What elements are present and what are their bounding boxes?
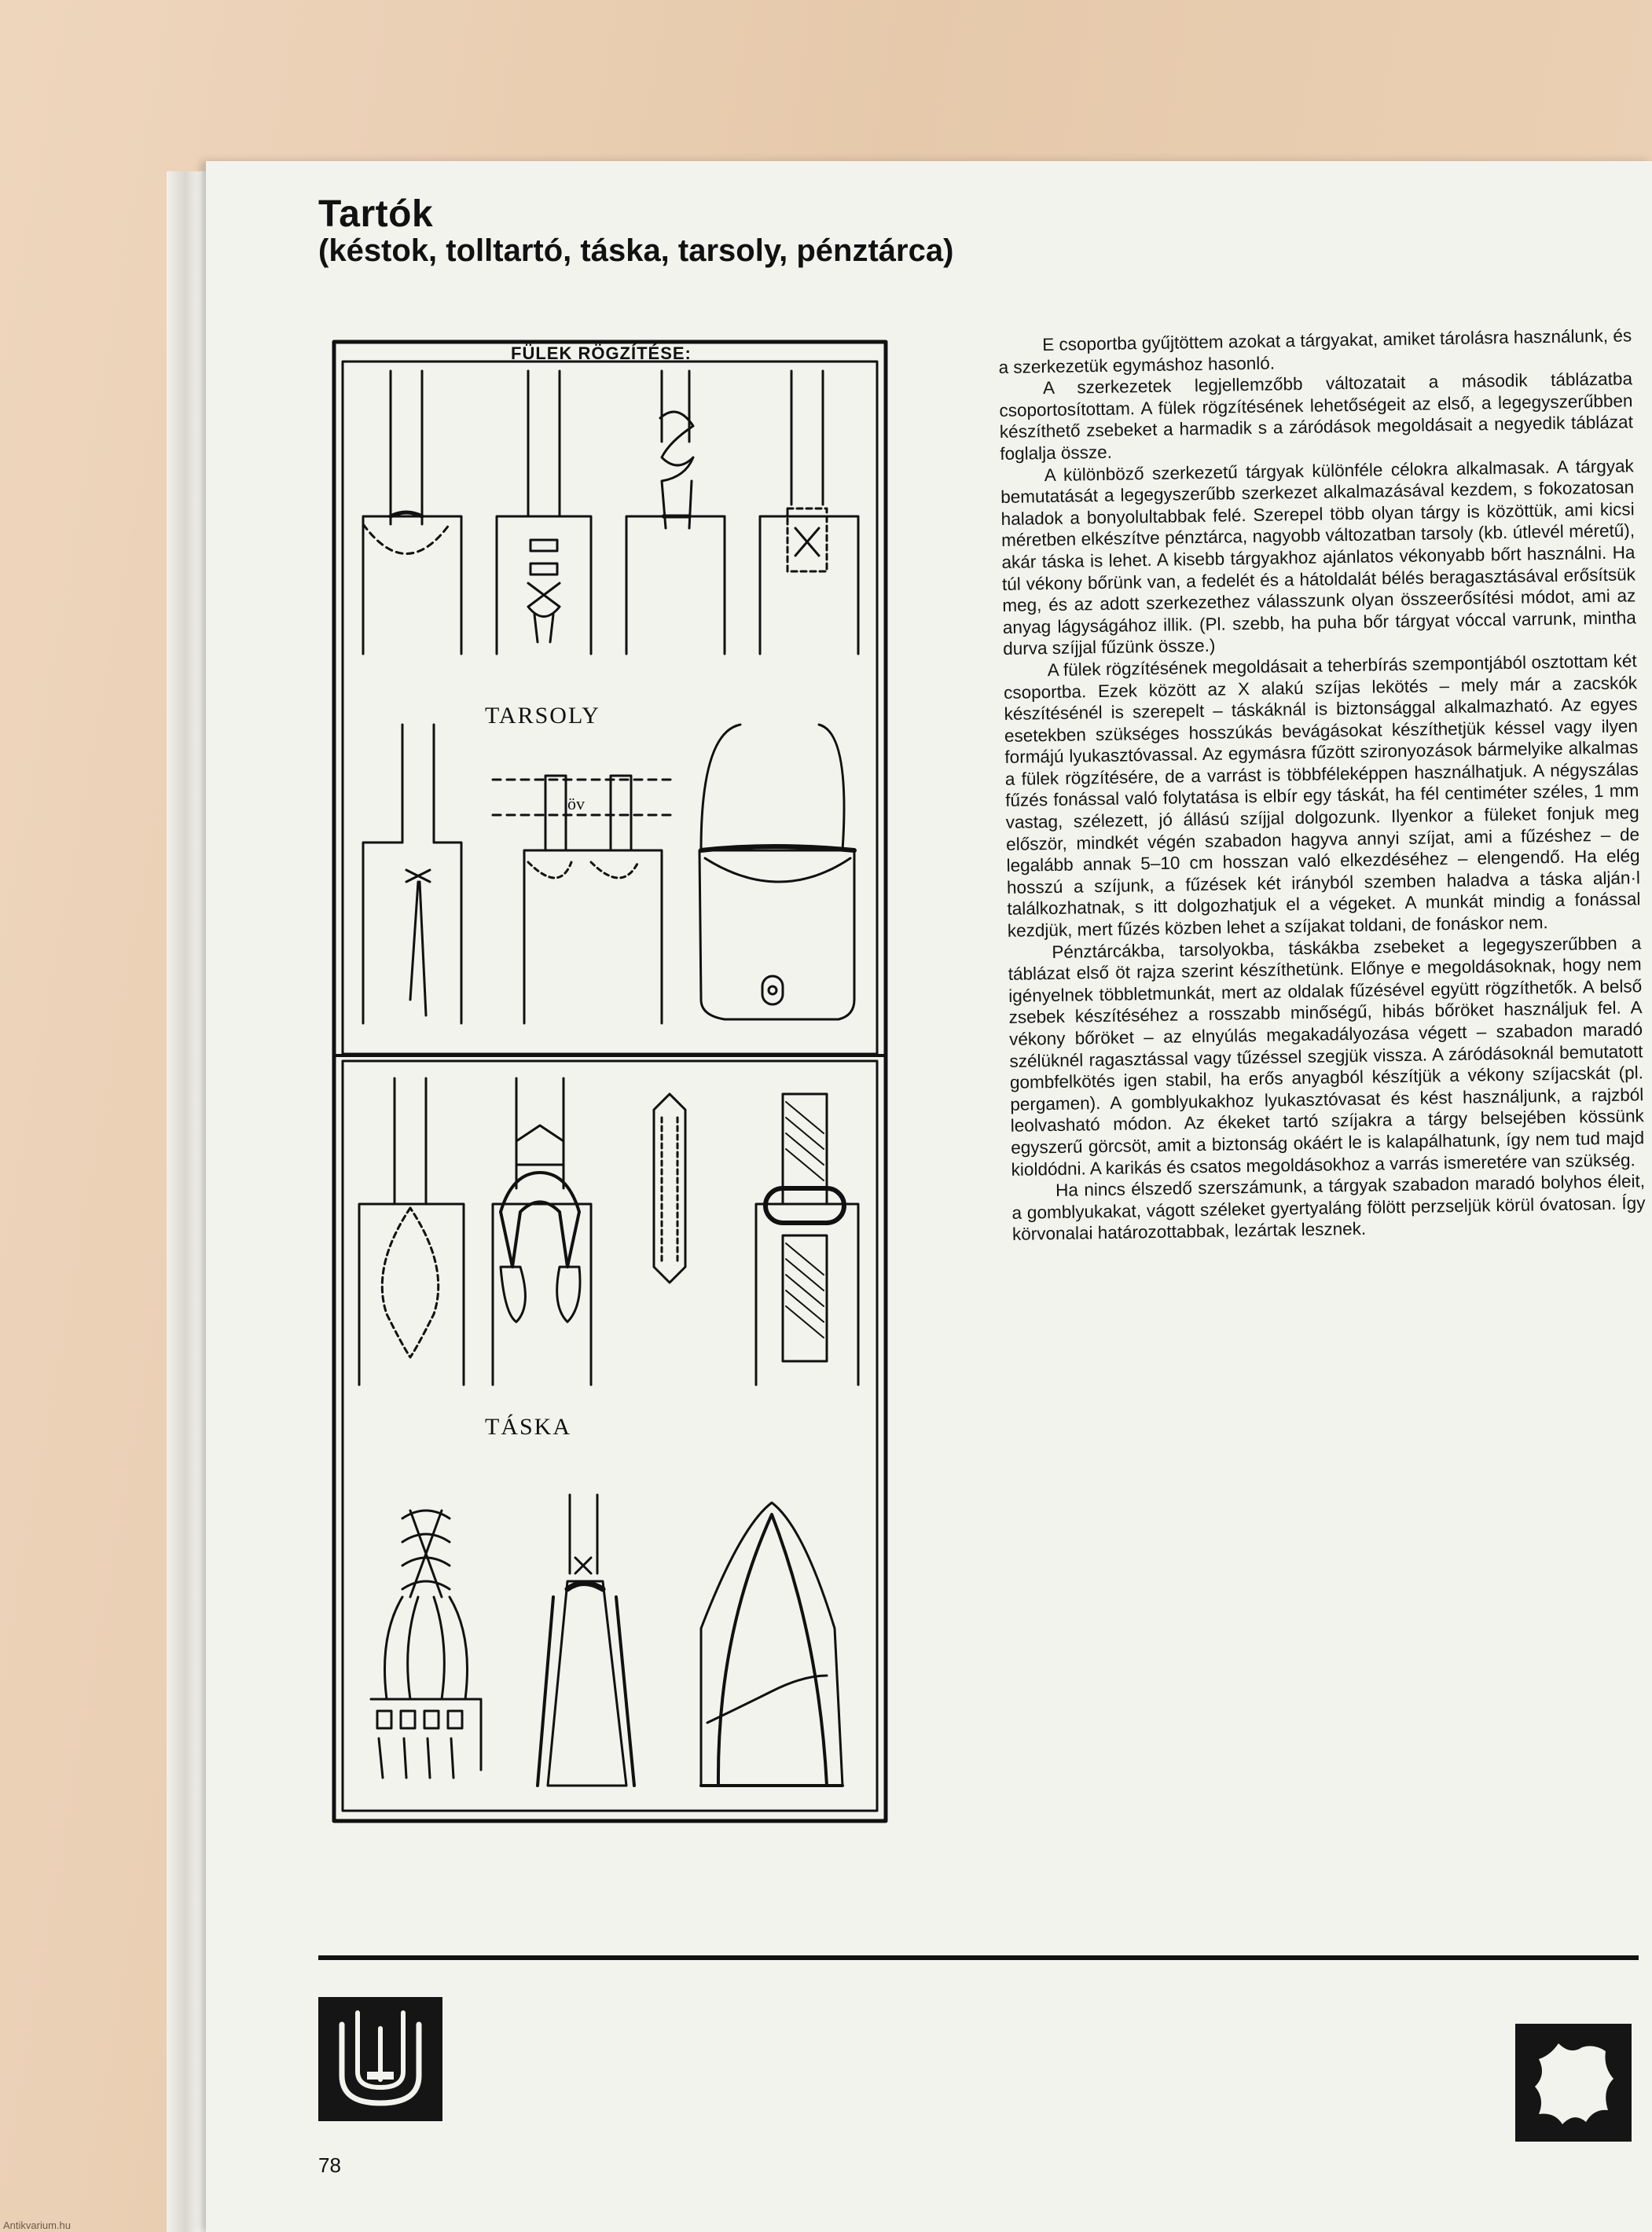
page-subtitle: (késtok, tolltartó, táska, tarsoly, pénztárca)	[318, 233, 954, 268]
paragraph: A különböző szerkezetű tárgyak különféle célokra alkalmasak. A tárgyak bemutatását a legegyszerűbb szerkezet alkalmazásával kezdem, s fokozatosan haladok a bonyolultabbak felé. Szerepel több olyan tárgy is közöttük, ami kicsi méretben elkészítve pénztárca, nagyobb változatban tarsoly (kb. útlevél méretű), akár táska is lehet. A kisebb tárgyakhoz ajánlatos vékonyabb bőrt használni. Ha túl vékony bőrünk van, a fedelét és a hátoldalát bélés beragasztásával erősítsük meg, és az adott szerkezethez válasszunk olyan összeerősítési módot, ami az anyag lágyságához illik. (Pl. szebb, ha puha bőr tárgyat vóccal varrunk, mintha durva szíjjal fűzünk össze.)	[1000, 455, 1636, 659]
label-ov: öv	[567, 794, 585, 813]
pocket-handle-loop	[493, 1078, 591, 1385]
leather-hide-icon	[1515, 2024, 1632, 2142]
figure-heading: FÜLEK RÖGZÍTÉSE:	[511, 343, 692, 363]
tarsoly-fringe	[363, 725, 461, 1023]
paragraph: E csoportba gyűjtöttem azokat a tárgyakat, amiket tárolásra használunk, és a szerkezetük egymáshoz hasonló.	[998, 325, 1632, 377]
strap-tapered	[654, 1094, 685, 1283]
strap-ring	[756, 1094, 858, 1385]
taska-shoulder	[701, 1503, 843, 1786]
footer-rule	[318, 1955, 1639, 1960]
watermark: Antikvarium.hu	[3, 2219, 71, 2231]
page-number: 78	[318, 2153, 341, 2177]
attachment-3	[626, 371, 725, 654]
paragraph: A fülek rögzítésének megoldásait a teherbírás szempontjából osztottam két csoportba. Ezek között az X alakú szíjas lekötés – mely már a zacskók készítésénél is szerepelt – táskáknál is biztonsággal alkalmazható. Az egyes esetekben szükséges hosszúkás bevágásokat készíthetjük késsel vagy ilyen formájú lyukasztóvassal. Az egymásra fűzött szironyozások bármelyike alkalmas a fülek rögzítésére, de a varrást is többféleképpen használhatjuk. A négyszálas fűzés fonással való folytatása is elbír egy táskát, ha fél centiméter széles, 1 mm vastag, szélezett, jó állású szíjjal dolgozunk. Ilyenkor a füleket fonjuk meg először, mindkét végén szabadon hagyva annyi szíjat, ami a fűzéshez – de legalább annak 5–10 cm hosszan való elkezdéséhez – elengendő. Ha elég hosszú a szíjunk, a fűzések két irányból szemben haladva a táska alján·l találkozhatnak, s itt dolgozhatjuk el a végeket. A munkát mindig a fonással kezdjük, mert fűzés közben lehet a szíjakat toldani, de fonáskor nem.	[1003, 651, 1641, 941]
label-taska: TÁSKA	[485, 1414, 572, 1440]
attachment-4	[760, 371, 858, 654]
tarsoly-bag	[699, 725, 854, 1019]
paragraph: Pénztárcákba, tarsolyokba, táskákba zsebeket a legegyszerűbben a táblázat első öt rajza szerint készíthetünk. Előnye e megoldásoknak, hogy nem igényelnek többletmunkát, mert az oldalak fűzésével együtt rögzíthetők. A belső zsebek készítéséhez a rosszabb minőségű, hibás bőröket használjuk fel. A vékony bőröket – az elnyúlás megakadályozása végett – szabadon maradó szélüknél ragasztással vagy tűzéssel szegjük vissza. A záródásoknál bemutatott gombfelkötés igen stabil, ha erős anyagból készítjük a vékony szíjacskát (pl. pergamen). A gomblyukakhoz lyukasztóvasat és kést használjunk, a rajzból leolvasható módon. Az ékeket tartó szíjakra a tárgy belsejében kössünk egyszerű görcsöt, amit a biztonság okáért le is kalapálhatunk, így nem tud majd kioldódni. A karikás és csatos megoldásokhoz a varrás ismeretére van szükség.	[1008, 932, 1645, 1180]
attachment-2	[497, 371, 591, 654]
paragraph: A szerkezetek legjellemzőbb változatait a második táblázatba csoportosítottam. A fülek rögzítésének lehetőségeit az első, a legegyszerűbben készíthető zsebeket a harmadik s a záródások megoldásait a negyedik táblázat foglalja össze.	[999, 369, 1634, 464]
body-text	[998, 325, 1646, 1245]
illustration-plate	[332, 340, 888, 1823]
page-title: Tartók	[318, 193, 434, 235]
taska-braided	[371, 1511, 481, 1778]
label-tarsoly: TARSOLY	[485, 703, 600, 729]
paragraph: Ha nincs élszedő szerszámunk, a tárgyak szabadon maradó bolyhos éleit, a gomblyukakat, vágott széleket gyertyaláng fölött perzseljük körül óvatosan. Így körvonalai határozottabbak, lezártak lesznek.	[1011, 1171, 1646, 1245]
taska-strap	[538, 1495, 634, 1786]
pocket-leaf	[359, 1078, 464, 1385]
buckle-icon	[318, 1997, 442, 2121]
attachment-1	[363, 371, 461, 654]
